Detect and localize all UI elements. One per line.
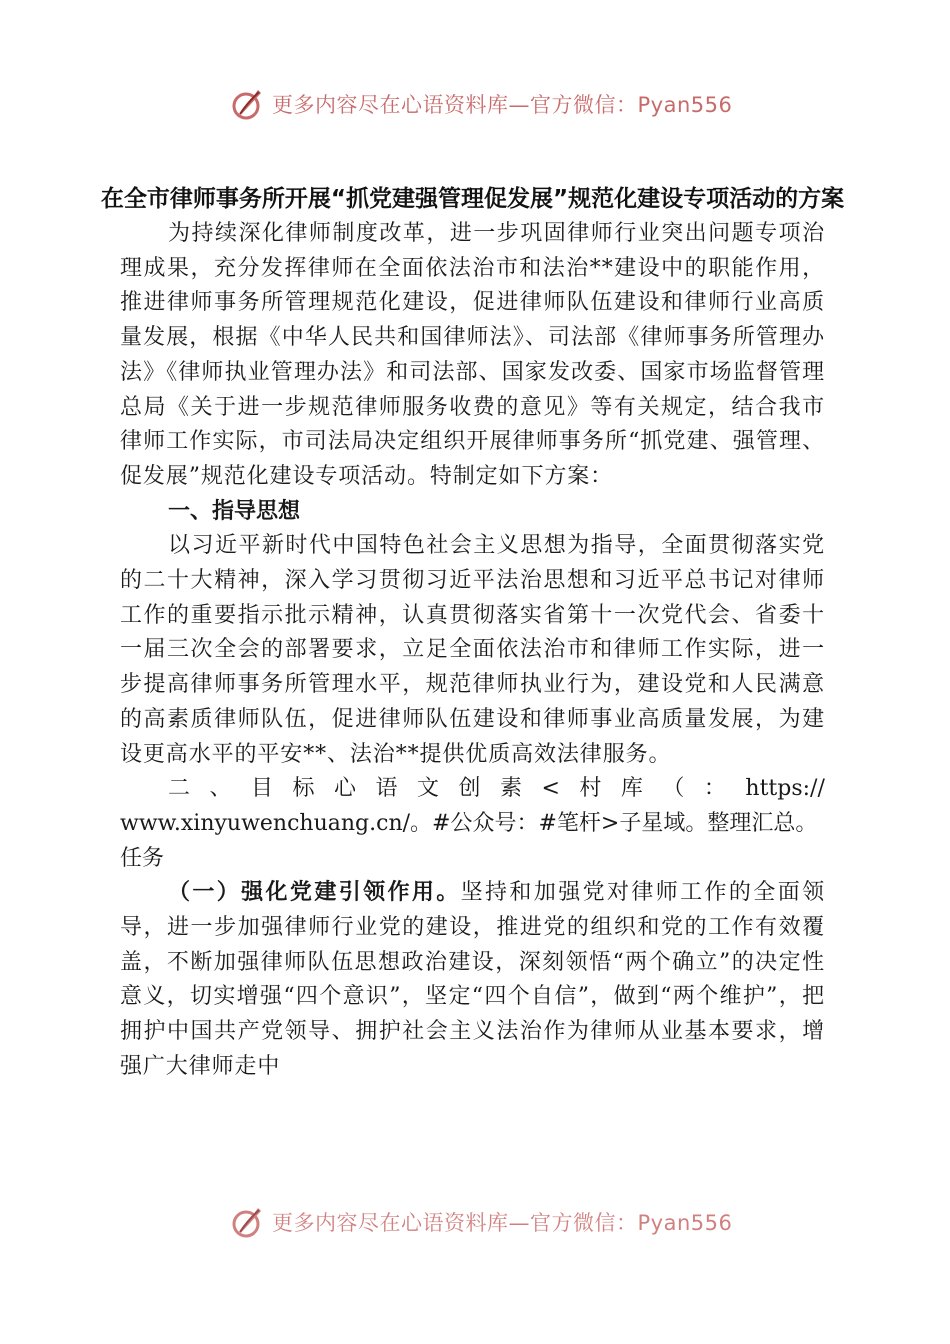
goal-char: 语 <box>375 776 398 802</box>
goal-char: 库 <box>620 776 643 802</box>
goals-third-line: 任务 <box>120 845 165 871</box>
goal-char: ： <box>703 776 726 802</box>
watermark-text: 更多内容尽在心语资料库—官方微信：Pyan556 <box>272 1211 733 1235</box>
section-goals-paragraph <box>120 772 825 876</box>
goal-char: 村 <box>579 776 602 802</box>
goal-char: 标 <box>292 776 315 802</box>
goal-char: 心 <box>334 776 357 802</box>
goal-char: 创 <box>458 776 481 802</box>
goals-first-line <box>120 772 825 807</box>
quill-logo-icon <box>228 1202 268 1242</box>
goal-char: 目 <box>251 776 274 802</box>
item-lead: （一）强化党建引领作用。 <box>168 880 461 906</box>
goal-char: < <box>541 776 560 802</box>
goals-url-line: www.xinyuwenchuang.cn/。#公众号：#笔杆>子星域。整理汇总。 <box>120 810 818 836</box>
item-body: 坚持和加强党对律师工作的全面领导，进一步加强律师行业党的建设，推进党的组织和党的工作有效覆盖，不断加强律师队伍思想政治建设，深刻领悟“两个确立”的决定性意义，切实增强“四个意识”，坚定“四个自信”，做到“两个维护”，把拥护中国共产党领导、拥护社会主义法治作为律师从业基本要求，增强广大律师走中 <box>120 880 825 1079</box>
quill-logo-icon <box>228 84 268 124</box>
goal-char: 二 <box>168 776 191 802</box>
document-title: 在全市律师事务所开展“抓党建强管理促发展”规范化建设专项活动的方案 <box>100 186 845 212</box>
document-body <box>100 182 845 1085</box>
header-watermark <box>228 84 748 124</box>
item-strengthen-party-building <box>120 876 825 1084</box>
goal-char: 、 <box>209 776 232 802</box>
intro-paragraph: 为持续深化律师制度改革，进一步巩固律师行业突出问题专项治理成果，充分发挥律师在全面依法治市和法治**建设中的职能作用，推进律师事务所管理规范化建设，促进律师队伍建设和律师行业高质量发展，根据《中华人民共和国律师法》、司法部《律师事务所管理办法》《律师执业管理办法》和司法部、国家发改委、国家市场监督管理总局《关于进一步规范律师服务收费的意见》等有关规定，结合我市律师工作实际，市司法局决定组织开展律师事务所“抓党建、强管理、促发展”规范化建设专项活动。特制定如下方案： <box>120 221 825 489</box>
goal-char: 素 <box>500 776 523 802</box>
goal-char: 文 <box>417 776 440 802</box>
guiding-ideology-paragraph: 以习近平新时代中国特色社会主义思想为指导，全面贯彻落实党的二十大精神，深入学习贯彻习近平法治思想和习近平总书记对律师工作的重要指示批示精神，认真贯彻落实省第十一次党代会、省委十一届三次全会的部署要求，立足全面依法治市和律师工作实际，进一步提高律师事务所管理水平，规范律师执业行为，建设党和人民满意的高素质律师队伍，促进律师队伍建设和律师事业高质量发展，为建设更高水平的平安**、法治**提供优质高效法律服务。 <box>120 533 825 767</box>
watermark-text: 更多内容尽在心语资料库—官方微信：Pyan556 <box>272 93 733 117</box>
goal-char: https:// <box>745 776 825 802</box>
section-heading-guiding-ideology: 一、指导思想 <box>168 498 301 524</box>
footer-watermark <box>228 1202 748 1242</box>
goal-char: （ <box>662 776 685 802</box>
